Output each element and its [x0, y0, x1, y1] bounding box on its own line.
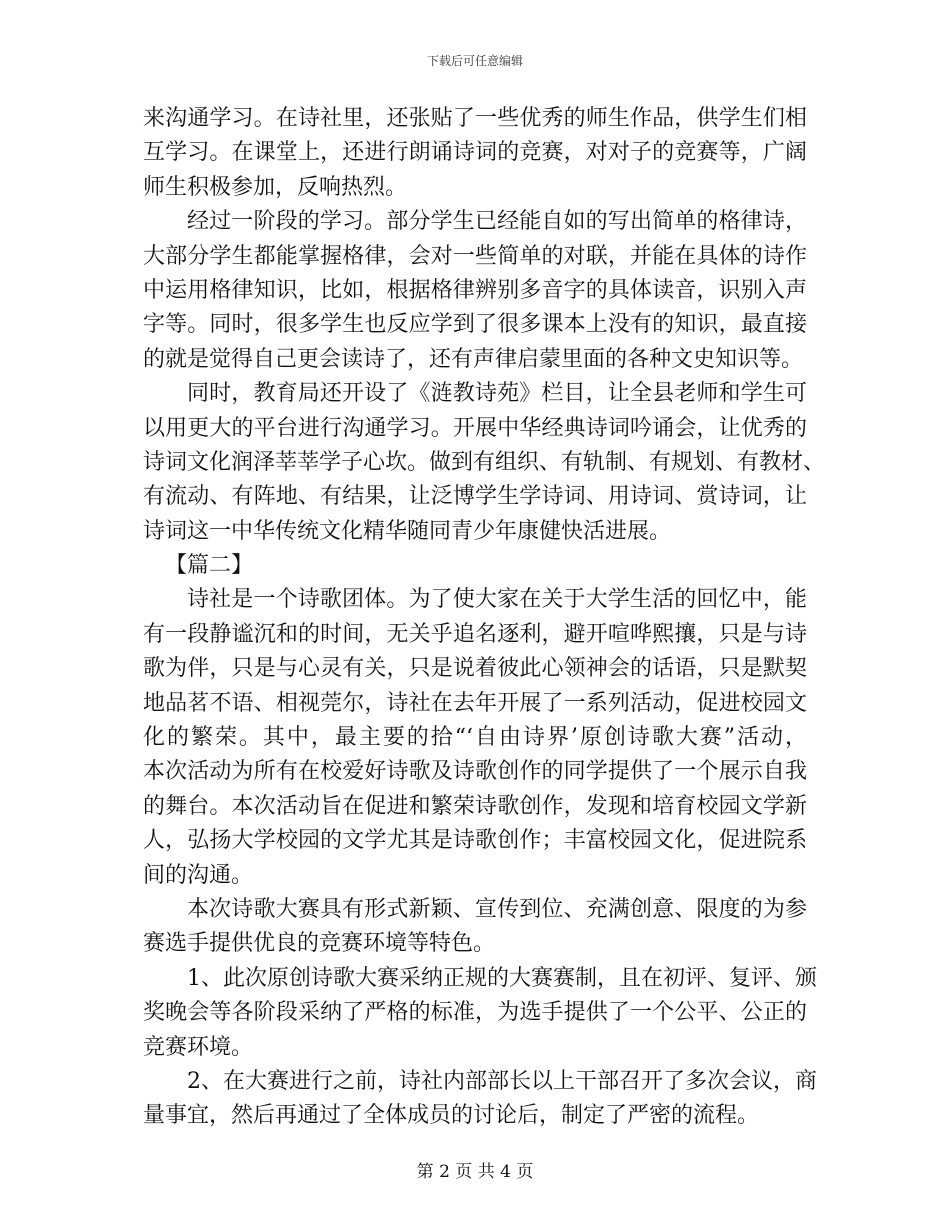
text-line: 歌为伴，只是与心灵有关，只是说着彼此心领神会的话语，只是默契: [143, 656, 807, 682]
text-line: 师生积极参加，反响热烈。: [143, 174, 408, 200]
text-line: 赛选手提供优良的竞赛环境等特色。: [143, 931, 496, 957]
text-line: 诗词文化润泽莘莘学子心坎。做到有组织、有轨制、有规划、有教材、: [143, 449, 826, 475]
text-line: 的就是觉得自己更会读诗了，还有声律启蒙里面的各种文史知识等。: [143, 346, 804, 372]
paragraph: [143, 102, 807, 205]
page-header: 下载后可任意编辑: [426, 54, 523, 68]
text-line: 有流动、有阵地、有结果，让泛博学生学诗词、用诗词、赏诗词，让: [143, 484, 807, 510]
text-line: 中运用格律知识，比如，根据格律辨别多音字的具体读音，识别入声: [143, 277, 807, 303]
text-line: 诗词这一中华传统文化精华随同青少年康健快活进展。: [143, 518, 672, 544]
text-line: 互学习。在课堂上，还进行朗诵诗词的竞赛，对对子的竞赛等，广阔: [143, 140, 807, 166]
text-line: 1、此次原创诗歌大赛采纳正规的大赛赛制，且在初评、复评、颁: [187, 965, 817, 991]
text-line: 本次活动为所有在校爱好诗歌及诗歌创作的同学提供了一个展示自我: [143, 759, 807, 785]
section-heading: [143, 549, 807, 583]
text-line: 同时，教育局还开设了《涟教诗苑》栏目，让全县老师和学生可: [187, 381, 807, 407]
text-line: 本次诗歌大赛具有形式新颖、宣传到位、充满创意、限度的为参: [187, 896, 807, 922]
text-line: 经过一阶段的学习。部分学生已经能自如的写出简单的格律诗，: [187, 209, 807, 235]
text-line: 字等。同时，很多学生也反应学到了很多课本上没有的知识，最直接: [143, 312, 807, 338]
text-line: 竞赛环境。: [143, 1034, 254, 1060]
paragraph: [143, 962, 817, 1065]
paragraph: [143, 205, 807, 377]
text-line: 来沟通学习。在诗社里，还张贴了一些优秀的师生作品，供学生们相: [143, 106, 807, 131]
text-line: 大部分学生都能掌握格律，会对一些简单的对联，并能在具体的诗作: [143, 243, 807, 269]
text-line: 人，弘扬大学校园的文学尤其是诗歌创作；丰富校园文化，促进院系: [143, 828, 807, 854]
text-line: 奖晚会等各阶段采纳了严格的标准，为选手提供了一个公平、公正的: [143, 1000, 807, 1026]
paragraph: [143, 1065, 817, 1134]
page-footer: 第 2 页 共 4 页: [416, 1162, 534, 1182]
text-line: 量事宜，然后再通过了全体成员的讨论后，制定了严密的流程。: [143, 1103, 760, 1129]
text-line: 的舞台。本次活动旨在促进和繁荣诗歌创作，发现和培育校园文学新: [143, 793, 807, 819]
text-line: 化的繁荣。其中，最主要的拾“‘自由诗界’原创诗歌大赛”活动，: [143, 725, 807, 751]
text-line: 2、在大赛进行之前，诗社内部部长以上干部召开了多次会议，商: [187, 1068, 817, 1094]
paragraph: [143, 893, 807, 962]
text-line: 诗社是一个诗歌团体。为了使大家在关于大学生活的回忆中，能: [187, 587, 807, 613]
paragraph: [143, 583, 807, 893]
text-line: 以用更大的平台进行沟通学习。开展中华经典诗词吟诵会，让优秀的: [143, 415, 807, 441]
paragraph: [143, 377, 826, 549]
text-line: 有一段静谧沉和的时间，无关乎追名逐利，避开喧哗熙攘，只是与诗: [143, 621, 807, 647]
document-body: [143, 102, 826, 1134]
text-line: 间的沟通。: [143, 862, 254, 888]
text-line: 地品茗不语、相视莞尔，诗社在去年开展了一系列活动，促进校园文: [143, 690, 807, 716]
text-line: 【篇二】: [165, 553, 254, 579]
